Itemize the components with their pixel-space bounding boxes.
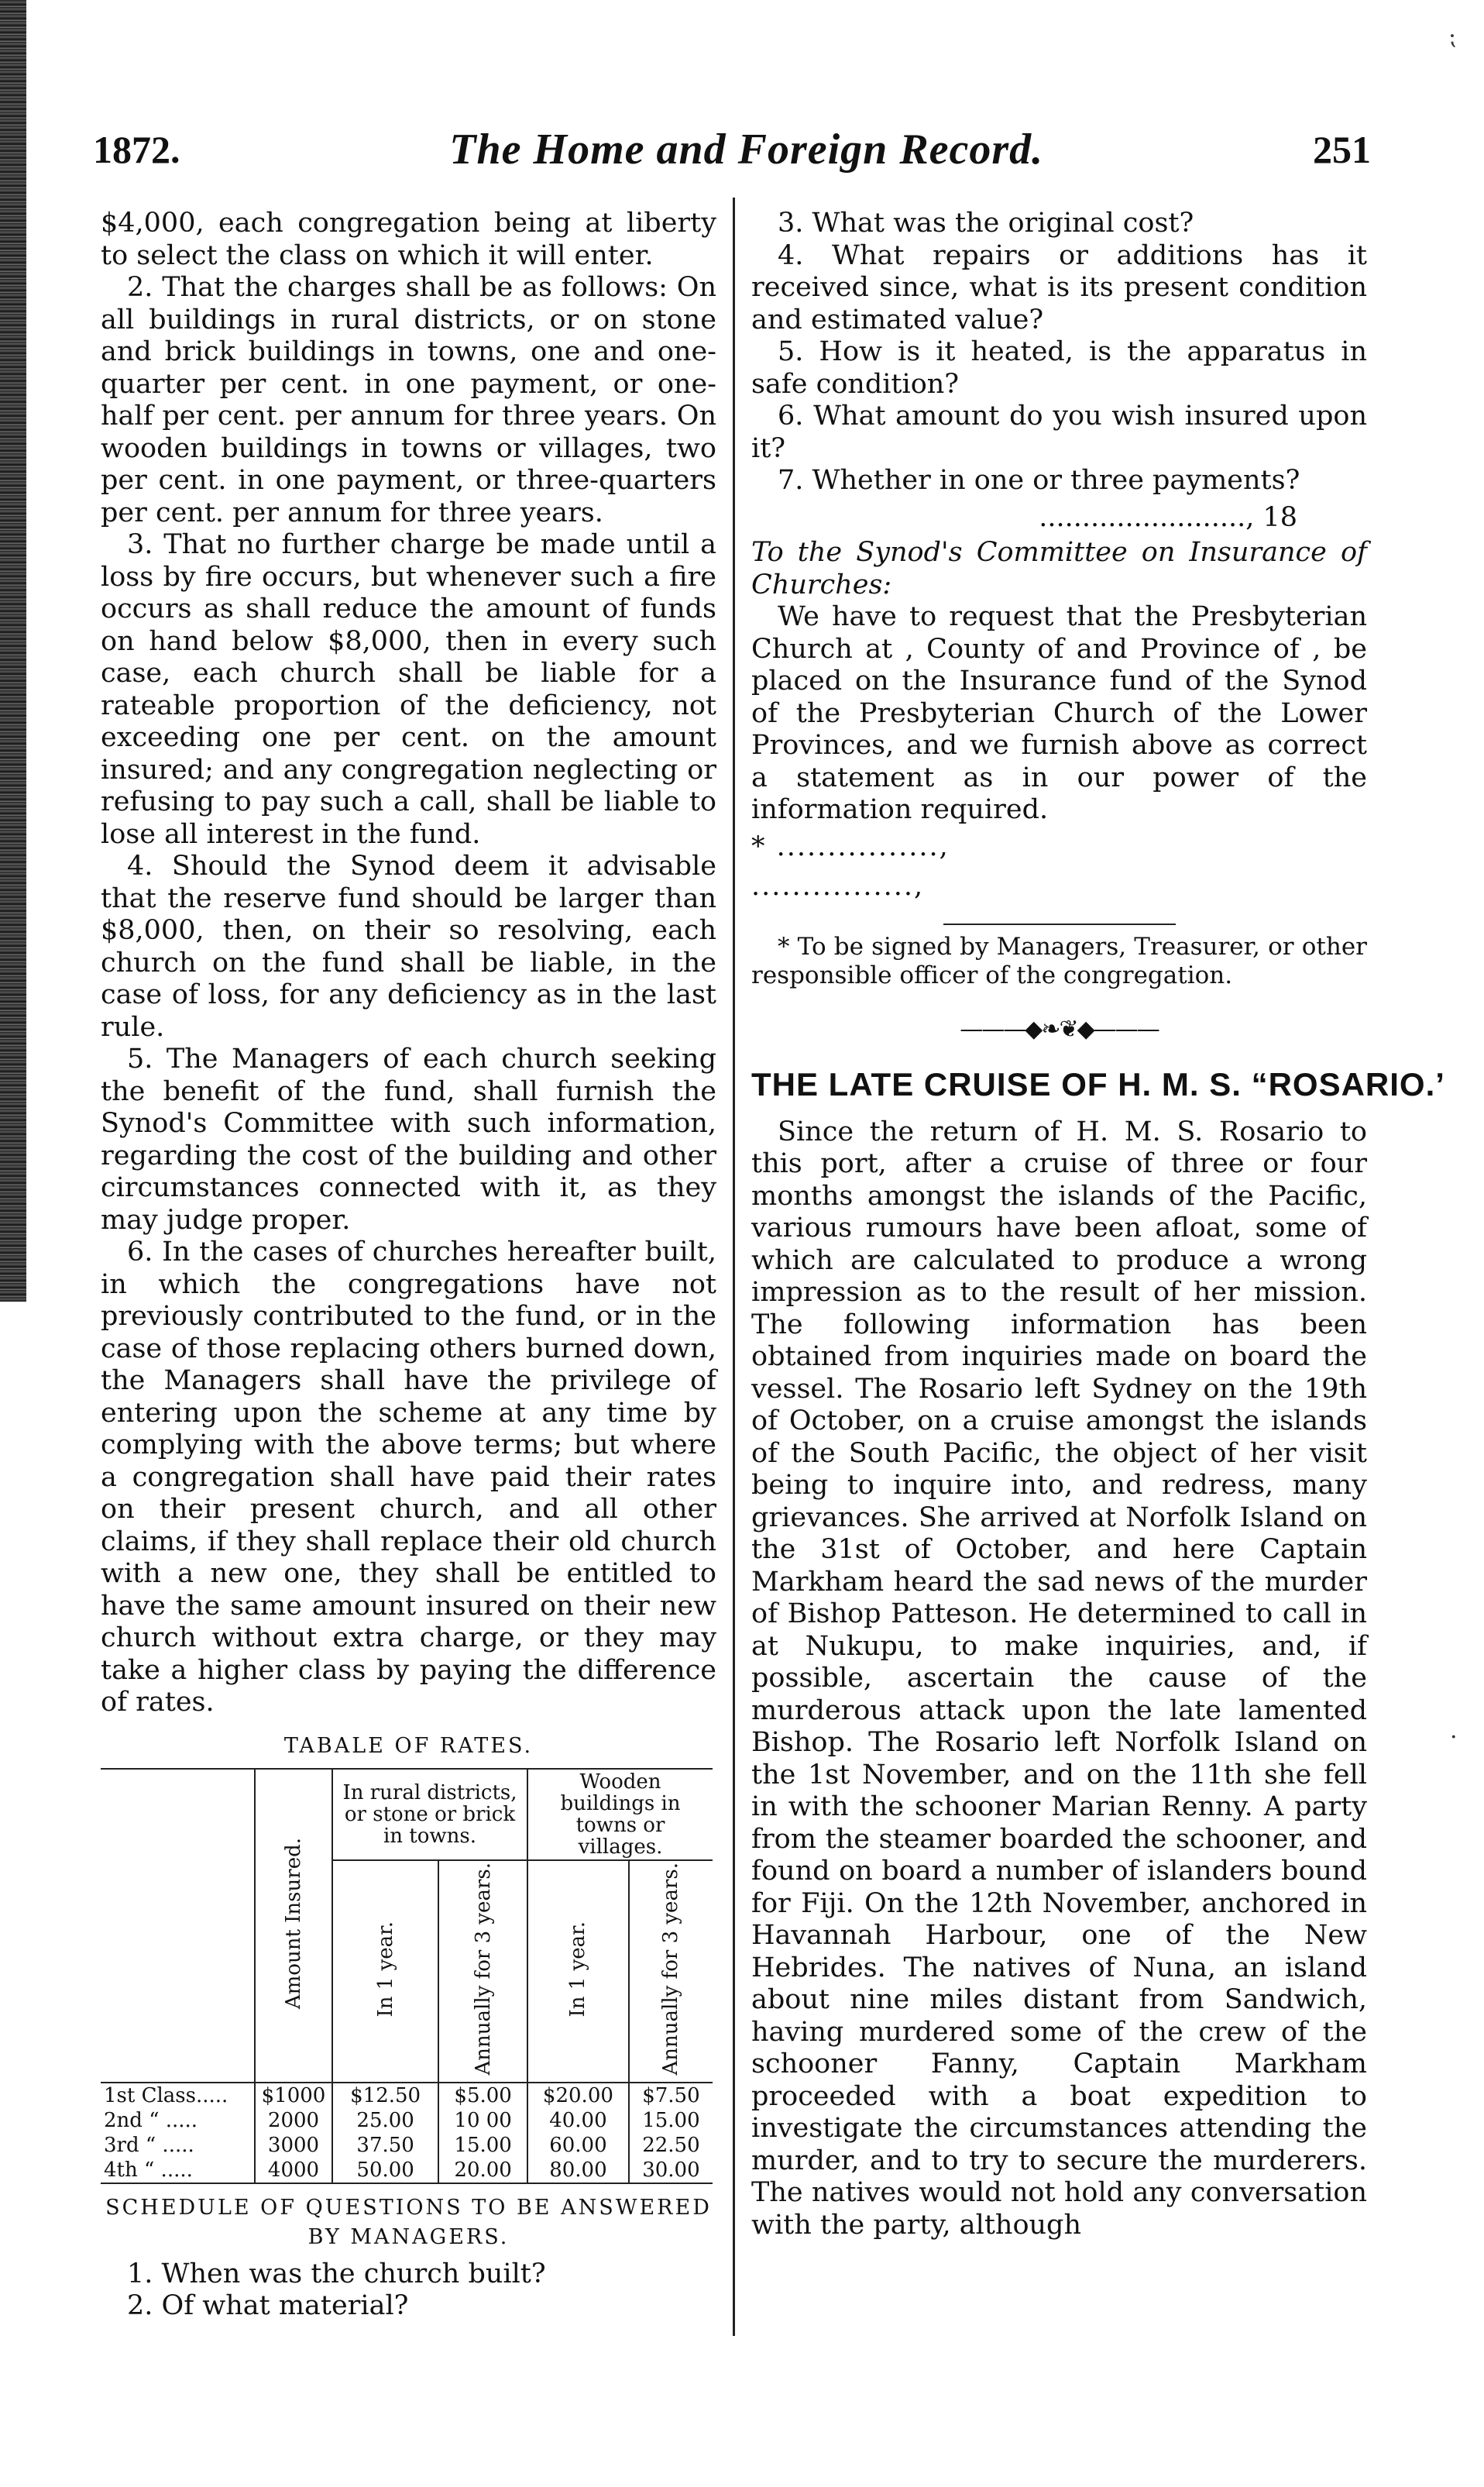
column-divider: [733, 198, 735, 2336]
col-header-wooden: Wooden buildings in towns or villages.: [527, 1769, 713, 1860]
paragraph-rule-2: 2. That the charges shall be as follows: On all buildings in rural districts, or on stone and brick buildings in towns, one and one-quarter per cent. in one payment, or one-half per cent. per annum for three years. On wooden buildings in towns or villages, two per cent. in one payment, or three-quarters per cent. per annum for three years.: [101, 272, 716, 528]
sub-header-wooden-annually: Annually for 3 years.: [629, 1860, 713, 2083]
header-year: 1872.: [93, 128, 180, 171]
right-column: [751, 208, 1445, 2241]
edge-mark-right: ·: [1450, 1724, 1458, 1751]
question-4: 4. What repairs or additions has it received since, what is its present condition and estimated value?: [751, 239, 1367, 335]
table-title: TABALE OF RATES.: [283, 1733, 534, 1758]
schedule-title: SCHEDULE OF QUESTIONS TO BE ANSWERED BY MANAGERS.: [105, 2195, 712, 2249]
paragraph-rule-5: 5. The Managers of each church seeking the benefit of the fund, shall furnish the Synod's Committee with such information, regarding the cost of the building and other circumstances connected with it, as they may judge proper.: [101, 1044, 716, 1236]
question-2: 2. Of what material?: [127, 2290, 409, 2321]
table-row: 3rd “ ..... 3000 37.50 15.00 60.00 22.50: [101, 2133, 713, 2158]
running-header: [93, 122, 1371, 177]
signature-line-1: * ................,: [751, 831, 950, 862]
rates-table: [101, 1768, 713, 2184]
sub-header-wooden-one-year: In 1 year.: [527, 1860, 629, 2083]
col-header-rural: In rural districts, or stone or brick in towns.: [332, 1769, 527, 1860]
sub-header-rural-annually: Annually for 3 years.: [438, 1860, 527, 2083]
form-body: We have to request that the Presbyterian Church at , County of and Province of , be placed on the Insurance fund of the Synod of the Presbyterian Church of the Lower Provinces, and we furnish above as correct a statement as in our power of the information required.: [751, 601, 1367, 825]
paragraph-rule-3: 3. That no further charge be made until a loss by fire occurs, but whenever such a fire occurs as shall reduce the amount of funds on hand below $8,000, then in every such case, each church shall be liable for a rateable proportion of the deficiency, not exceeding one per cent. on the amount insured; and any congregation neglecting or refusing to pay such a call, shall be liable to lose all interest in the fund.: [101, 529, 716, 850]
question-7: 7. Whether in one or three payments?: [778, 465, 1300, 496]
question-6: 6. What amount do you wish insured upon it?: [751, 401, 1367, 464]
table-corner-cell: [101, 1769, 255, 2083]
table-row: 4th “ ..... 4000 50.00 20.00 80.00 30.00: [101, 2158, 713, 2183]
question-3: 3. What was the original cost?: [778, 208, 1194, 239]
table-header-row: [101, 1769, 713, 1860]
paragraph-continued: $4,000, each congregation being at liberty to select the class on which it will enter.: [101, 208, 716, 271]
footnote-rule: [943, 924, 1176, 925]
article-heading: THE LATE CRUISE OF H. M. S. “ROSARIO.’: [751, 1066, 1445, 1102]
article-body: Since the return of H. M. S. Rosario to this port, after a cruise of three or four months amongst the islands of the Pacific, various rumours have been afloat, some of which are calculated to produce a wrong impression as to the result of her mission. The following information has been obtained from inquiries made on board the vessel. The Rosario left Sydney on the 19th of October, on a cruise amongst the islands of the South Pacific, the object of her visit being to inquire into, and redress, many grievances. She arrived at Norfolk Island on the 31st of October, and here Captain Markham heard the sad news of the murder of Bishop Patteson. He determined to call in at Nukupu, to make inquiries, and, if possible, ascertain the cause of the murderous attack upon the late lamented Bishop. The Rosario left Norfolk Island on the 1st November, and on the 11th she fell in with the schooner Marian Renny. A party from the steamer boarded the schooner, and found on board a number of islanders bound for Fiji. On the 12th November, anchored in Havannah Harbour, one of the New Hebrides. The natives of Nuna, an island about nine miles distant from Sandwich, having murdered some of the crew of the schooner Fanny, Captain Markham proceeded with a boat expedition to investigate the circumstances attending the murder, and to try to secure the murderers. The natives would not hold any conversation with the party, although: [751, 1116, 1367, 2241]
col-header-amount: Amount Insured.: [255, 1769, 332, 2083]
form-date-line: ........................, 18: [1039, 501, 1297, 533]
left-column: [101, 208, 716, 2323]
signature-line-2: ................,: [751, 871, 925, 902]
page-binding-edge: [0, 0, 26, 1302]
form-addressee: To the Synod's Committee on Insurance of Churches:: [751, 537, 1367, 600]
table-row: 1st Class..... $1000 $12.50 $5.00 $20.00 $7.50: [101, 2083, 713, 2108]
edge-mark-top: ⁏: [1448, 23, 1457, 50]
paragraph-rule-6: 6. In the cases of churches hereafter built, in which the congregations have not previously contributed to the fund, or in the case of those replacing others burned down, the Managers shall have the privilege of entering upon the scheme at any time by complying with the above terms; but where a congregation shall have paid their rates on their present church, and all other claims, if they shall replace their old church with a new one, they shall be entitled to have the same amount insured on their new church without extra charge, or they may take a higher class by paying the difference of rates.: [101, 1237, 716, 1718]
question-5: 5. How is it heated, is the apparatus in safe condition?: [751, 336, 1367, 400]
section-ornament: ———◆❧❦◆———: [960, 1015, 1159, 1043]
question-1: 1. When was the church built?: [127, 2258, 546, 2289]
page-number: 251: [1312, 128, 1371, 171]
paragraph-rule-4: 4. Should the Synod deem it advisable that the reserve fund should be larger than $8,000, then, on their so resolving, each church on the fund shall be liable, in the case of loss, for any deficiency as in the last rule.: [101, 851, 716, 1043]
header-title: The Home and Foreign Record.: [449, 126, 1044, 174]
sub-header-rural-one-year: In 1 year.: [332, 1860, 438, 2083]
footnote: * To be signed by Managers, Treasurer, or other responsible officer of the congregation.: [751, 932, 1367, 989]
table-row: 2nd “ ..... 2000 25.00 10 00 40.00 15.00: [101, 2108, 713, 2133]
